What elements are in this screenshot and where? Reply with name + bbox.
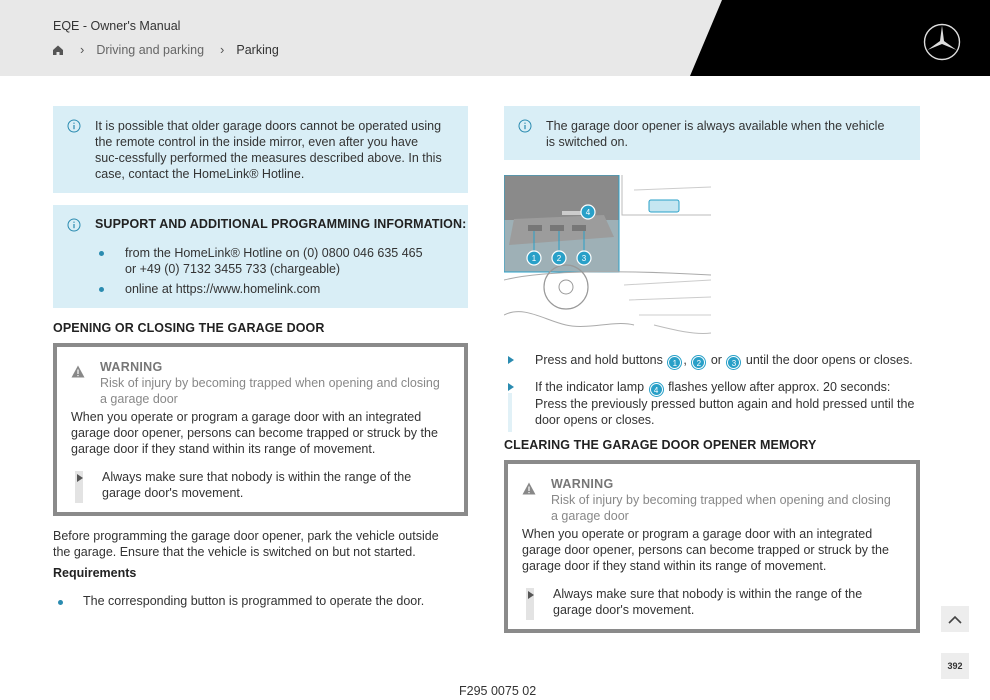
warning-body: When you operate or program a garage door with an integrated garage door opener, persons can become trapped or struck by the garage door if they stand within its range of movement. bbox=[522, 527, 889, 573]
page-number-button[interactable]: 392 bbox=[941, 653, 969, 679]
step-bar bbox=[508, 393, 512, 432]
info-box-older-doors bbox=[53, 106, 468, 193]
scroll-to-top-button[interactable] bbox=[941, 606, 969, 632]
figure-id: F295 0075 02 bbox=[459, 684, 537, 698]
step-arrow-icon bbox=[508, 383, 514, 391]
info-box-available bbox=[504, 106, 920, 160]
step1-text-pre: Press and hold buttons bbox=[535, 353, 663, 367]
breadcrumb-item-parking[interactable]: Parking bbox=[236, 42, 279, 57]
info-box-support bbox=[53, 205, 468, 308]
list-item bbox=[95, 281, 435, 297]
warning-title: WARNING bbox=[551, 477, 614, 491]
header bbox=[0, 0, 990, 76]
steps-list bbox=[504, 352, 920, 438]
manual-title: EQE - Owner's Manual bbox=[53, 19, 181, 33]
callout-3 bbox=[577, 251, 591, 265]
support-web-text: online at https://www.homelink.com bbox=[125, 282, 321, 296]
callout-4 bbox=[581, 205, 595, 219]
button-2-badge: 2 bbox=[692, 356, 705, 369]
step-arrow-icon bbox=[528, 591, 534, 599]
bullet-icon bbox=[99, 287, 104, 292]
info-icon bbox=[518, 119, 532, 133]
support-heading: SUPPORT AND ADDITIONAL PROGRAMMING INFORMATION: bbox=[95, 217, 467, 231]
callout-1 bbox=[527, 251, 541, 265]
warning-box-opening bbox=[53, 343, 468, 516]
step1-sep2: or bbox=[710, 353, 722, 367]
before-programming-text: Before programming the garage door opener, park the vehicle outside the garage. Ensure that the vehicle is switched on but not started. bbox=[53, 529, 439, 559]
breadcrumb-item-driving[interactable]: Driving and parking bbox=[96, 42, 205, 57]
callout-2 bbox=[552, 251, 566, 265]
info-text: It is possible that older garage doors cannot be operated using the remote control in the inside mirror, even after you have suc-cessfully performed the measures described above. In this case, contact the HomeLink® Hotline. bbox=[95, 119, 442, 181]
step-press-buttons bbox=[504, 352, 920, 369]
info-icon bbox=[67, 119, 81, 133]
step2-text-post: flashes yellow after approx. 20 seconds: Press the previously pressed button again and hold pressed until the door opens or closes. bbox=[535, 380, 915, 427]
section-title-opening: OPENING OR CLOSING THE GARAGE DOOR bbox=[53, 321, 325, 335]
svg-text:2: 2 bbox=[556, 254, 562, 263]
warning-step: Always make sure that nobody is within the range of the garage door's movement. bbox=[553, 587, 863, 617]
warning-icon bbox=[71, 365, 85, 378]
support-list bbox=[95, 245, 435, 301]
button-3-badge: 3 bbox=[727, 356, 740, 369]
info-text: The garage door opener is always available when the vehicle is switched on. bbox=[546, 119, 885, 149]
warning-body: When you operate or program a garage door with an integrated garage door opener, persons can become trapped or struck by the garage door if they stand within its range of movement. bbox=[71, 410, 438, 456]
button-1-badge: 1 bbox=[668, 356, 681, 369]
step1-text-post: until the door opens or closes. bbox=[745, 353, 913, 367]
breadcrumb bbox=[52, 42, 279, 57]
mercedes-star-logo bbox=[923, 23, 961, 61]
step2-text-pre: If the indicator lamp bbox=[535, 380, 645, 394]
bullet-icon bbox=[58, 600, 63, 605]
chevron-up-icon bbox=[948, 615, 962, 624]
warning-box-clearing bbox=[504, 460, 920, 633]
indicator-4-badge: 4 bbox=[650, 383, 663, 396]
garage-opener-figure bbox=[504, 175, 711, 345]
chevron-right-icon: › bbox=[220, 42, 225, 57]
step1-sep1: , bbox=[683, 353, 687, 367]
warning-icon bbox=[522, 482, 536, 495]
requirements-title: Requirements bbox=[53, 566, 137, 580]
step-arrow-icon bbox=[508, 356, 514, 364]
step-indicator-lamp bbox=[504, 379, 920, 428]
svg-text:3: 3 bbox=[581, 254, 587, 263]
warning-step: Always make sure that nobody is within the range of the garage door's movement. bbox=[102, 470, 412, 500]
list-item bbox=[95, 245, 435, 277]
support-hotline-text: from the HomeLink® Hotline on (0) 0800 046 635 465 or +49 (0) 7132 3455 733 (chargeable) bbox=[125, 246, 423, 276]
chevron-right-icon: › bbox=[80, 42, 85, 57]
bullet-icon bbox=[99, 251, 104, 256]
svg-text:4: 4 bbox=[585, 208, 591, 217]
warning-subtitle: Risk of injury by becoming trapped when opening and closing a garage door bbox=[100, 376, 440, 406]
step-arrow-icon bbox=[77, 474, 83, 482]
info-icon bbox=[67, 218, 81, 232]
svg-text:1: 1 bbox=[531, 254, 537, 263]
requirement-text: The corresponding button is programmed to operate the door. bbox=[83, 594, 425, 608]
home-icon[interactable] bbox=[52, 44, 64, 56]
warning-title: WARNING bbox=[100, 360, 163, 374]
section-title-clearing: CLEARING THE GARAGE DOOR OPENER MEMORY bbox=[504, 438, 817, 452]
list-item bbox=[53, 594, 424, 608]
warning-subtitle: Risk of injury by becoming trapped when opening and closing a garage door bbox=[551, 493, 891, 523]
